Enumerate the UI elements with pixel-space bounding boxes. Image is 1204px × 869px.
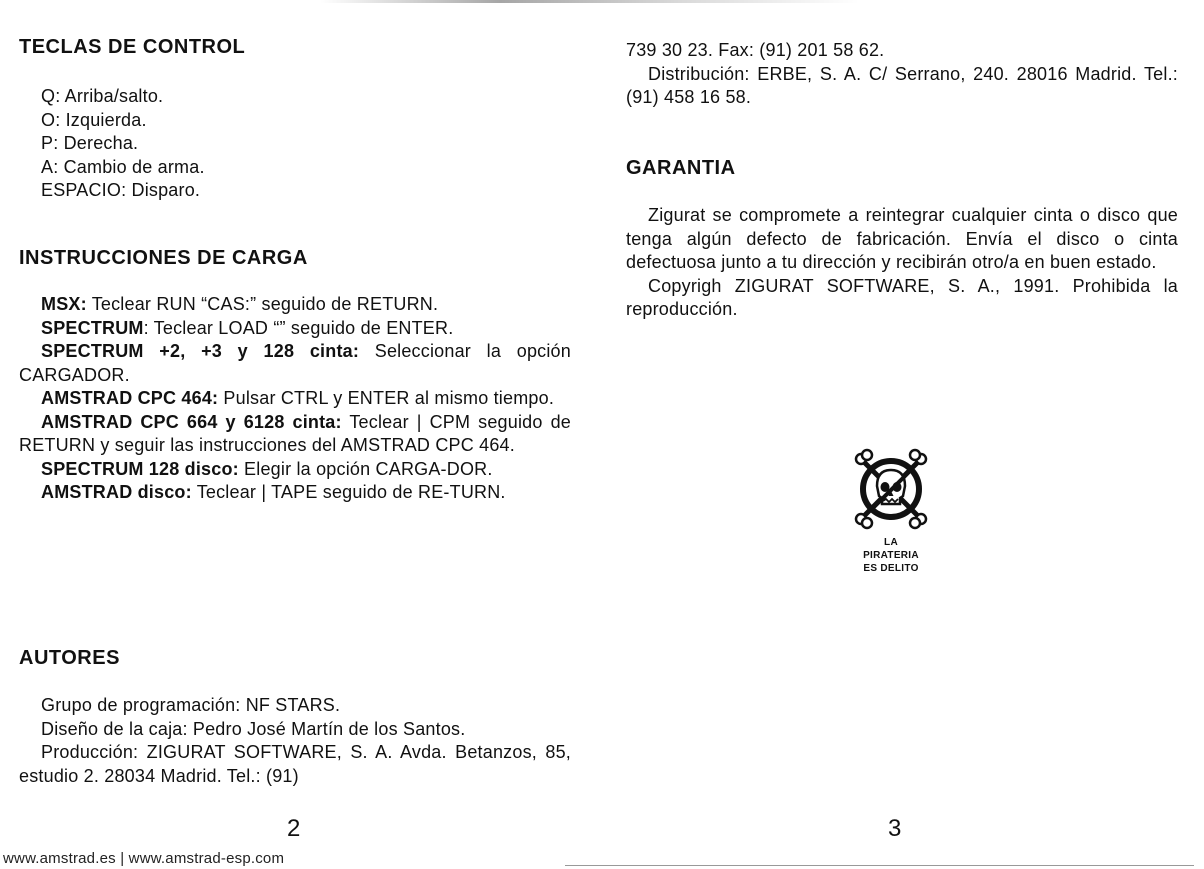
left-page <box>19 0 571 869</box>
controls-list <box>19 85 571 203</box>
control-item: O: Izquierda. <box>41 109 147 130</box>
skull-crossbones-icon <box>848 446 934 532</box>
page-number-left: 2 <box>287 815 301 842</box>
instruction-text: Teclear RUN “CAS:” seguido de RETURN. <box>86 294 439 314</box>
warranty-body <box>626 204 1178 322</box>
page-bottom-rule <box>565 865 1194 866</box>
logo-line: LA <box>884 537 898 548</box>
contact-info <box>626 39 1178 110</box>
loading-entry-spectrum128-disk <box>19 458 571 482</box>
system-name: SPECTRUM +2, +3 y 128 cinta: <box>41 341 360 361</box>
loading-entry-cpc464 <box>19 387 571 411</box>
loading-entry-amstrad-disk <box>19 481 571 505</box>
copyright-text: Copyrigh ZIGURAT SOFTWARE, S. A., 1991. Prohibida la reproducción. <box>626 275 1178 319</box>
authors-list <box>19 694 571 788</box>
system-name: AMSTRAD disco: <box>41 482 192 502</box>
distribution-info: Distribución: ERBE, S. A. C/ Serrano, 240. 28016 Madrid. Tel.: (91) 458 16 58. <box>626 63 1178 107</box>
footer-url: www.amstrad.es | www.amstrad-esp.com <box>3 850 285 867</box>
loading-entry-cpc664-6128 <box>19 411 571 458</box>
warranty-heading: GARANTIA <box>626 157 736 179</box>
page-number-right: 3 <box>888 815 902 842</box>
instruction-text: : Teclear LOAD “” seguido de ENTER. <box>143 317 454 338</box>
system-name: MSX: <box>41 294 87 314</box>
instruction-text: Teclear | CPM seguido de RETURN y seguir las instrucciones del AMSTRAD CPC 464. <box>19 411 571 455</box>
loading-entry-msx <box>19 293 571 317</box>
control-item: P: Derecha. <box>41 133 139 153</box>
loading-heading: INSTRUCCIONES DE CARGA <box>19 247 308 269</box>
control-item: A: Cambio de arma. <box>41 156 205 177</box>
right-page <box>626 0 1178 869</box>
loading-entry-spectrum-plus <box>19 340 571 387</box>
system-name: AMSTRAD CPC 464: <box>41 388 219 408</box>
anti-piracy-text <box>848 536 934 575</box>
control-item: Q: Arriba/salto. <box>41 86 164 106</box>
author-line: Producción: ZIGURAT SOFTWARE, S. A. Avda. Betanzos, 85, estudio 2. 28034 Madrid. Tel.: (91) <box>19 742 571 786</box>
instruction-text: Elegir la opción CARGA-DOR. <box>238 458 493 479</box>
system-name: SPECTRUM <box>41 317 144 338</box>
authors-heading: AUTORES <box>19 647 120 669</box>
control-item: ESPACIO: Disparo. <box>41 180 201 200</box>
author-line: Grupo de programación: NF STARS. <box>41 695 341 715</box>
anti-piracy-logo <box>848 446 934 575</box>
logo-line: ES DELITO <box>863 563 919 574</box>
system-name: SPECTRUM 128 disco: <box>41 458 239 479</box>
loading-entry-spectrum <box>19 317 571 341</box>
warranty-text: Zigurat se compromete a reintegrar cualquier cinta o disco que tenga algún defecto de fabricación. Envía el disco o cinta defectuosa junto a tu dirección y recibirán otro/a en buen estado. <box>626 205 1178 272</box>
controls-heading: TECLAS DE CONTROL <box>19 36 246 58</box>
author-line: Diseño de la caja: Pedro José Martín de los Santos. <box>41 718 466 739</box>
logo-line: PIRATERIA <box>863 550 919 561</box>
instruction-text: Seleccionar la opción CARGADOR. <box>19 341 571 385</box>
system-name: AMSTRAD CPC 664 y 6128 cinta: <box>41 411 342 432</box>
phone-fax: 739 30 23. Fax: (91) 201 58 62. <box>626 40 885 60</box>
loading-instructions <box>19 293 571 505</box>
instruction-text: Teclear | TAPE seguido de RE-TURN. <box>191 482 506 502</box>
instruction-text: Pulsar CTRL y ENTER al mismo tiempo. <box>218 388 555 408</box>
